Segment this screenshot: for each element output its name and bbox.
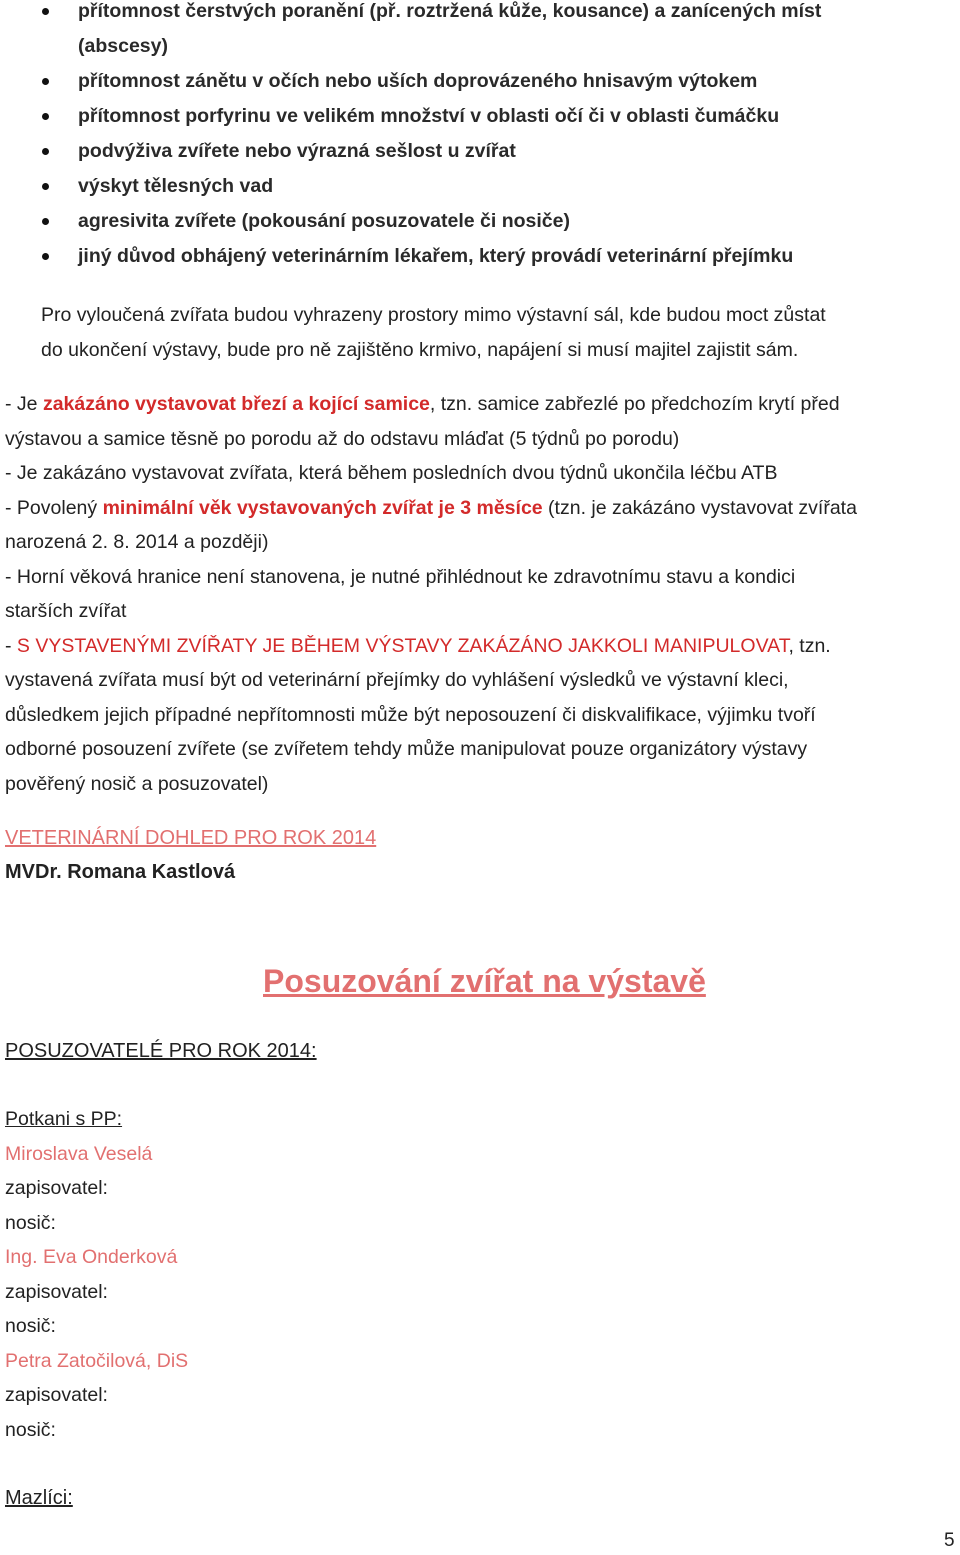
list-item: podvýživa zvířete nebo výrazná sešlost u zvířat bbox=[0, 134, 821, 169]
judges-list: Potkani s PP: Miroslava Veselá zapisovatel: nosič: Ing. Eva Onderková zapisovatel: nosič: Petra Zatočilová, DiS zapisovatel: nosič: bbox=[5, 1102, 960, 1447]
list-item-continuation: (abscesy) bbox=[78, 35, 168, 57]
exclusion-reasons-list bbox=[0, 0, 821, 274]
bullet-icon bbox=[42, 253, 49, 260]
vet-name: MVDr. Romana Kastlová bbox=[5, 861, 236, 883]
list-item: agresivita zvířete (pokousání posuzovatele či nosiče) bbox=[0, 204, 821, 239]
page-number: 5 bbox=[944, 1530, 955, 1551]
judge-name: Miroslava Veselá bbox=[5, 1142, 153, 1165]
bullet-icon bbox=[42, 218, 49, 225]
rule-max-age: - Horní věková hranice není stanovena, je nutné přihlédnout ke zdravotnímu stavu a kondici bbox=[5, 565, 796, 588]
list-item: přítomnost čerstvých poranění (př. roztržená kůže, kousance) a zanícených míst bbox=[0, 0, 821, 29]
judge-name: Petra Zatočilová, DiS bbox=[5, 1349, 189, 1372]
list-item: přítomnost porfyrinu ve velikém množství v oblasti očí či v oblasti čumáčku bbox=[0, 99, 821, 134]
judge-name: Ing. Eva Onderková bbox=[5, 1246, 178, 1268]
vet-heading: VETERINÁRNÍ DOHLED PRO ROK 2014 bbox=[5, 827, 377, 849]
bullet-icon bbox=[42, 183, 49, 190]
mazlici-label: Mazlíci: bbox=[5, 1487, 73, 1509]
rule-no-handling: - S VYSTAVENÝMI ZVÍŘATY JE BĚHEM VÝSTAVY ZAKÁZÁNO JAKKOLI MANIPULOVAT, tzn. bbox=[5, 634, 831, 657]
judges-heading: POSUZOVATELÉ PRO ROK 2014: bbox=[5, 1040, 317, 1062]
bullet-icon bbox=[42, 8, 49, 15]
excluded-animals-paragraph: Pro vyloučená zvířata budou vyhrazeny prostory mimo výstavní sál, kde budou moct zůstat do ukončení výstavy, bude pro ně zajištěno krmivo, napájení si musí majitel zajistit sám. bbox=[41, 304, 826, 361]
section-title: Posuzování zvířat na výstavě bbox=[263, 963, 706, 999]
rule-min-age: - Povolený minimální věk vystavovaných zvířat je 3 měsíce (tzn. je zakázáno vystavovat zvířata bbox=[5, 496, 857, 519]
list-item: jiný důvod obhájený veterinárním lékařem, který provádí veterinární přejímku bbox=[0, 239, 821, 274]
bullet-icon bbox=[42, 113, 49, 120]
list-item: výskyt tělesných vad bbox=[0, 169, 821, 204]
bullet-icon bbox=[42, 148, 49, 155]
rule-atb: - Je zakázáno vystavovat zvířata, která během posledních dvou týdnů ukončila léčbu ATB bbox=[5, 462, 778, 484]
bullet-icon bbox=[42, 78, 49, 85]
rule-pregnant: - Je zakázáno vystavovat březí a kojící samice, tzn. samice zabřezlé po předchozím krytí před bbox=[5, 393, 840, 415]
list-item: přítomnost zánětu v očích nebo uších doprovázeného hnisavým výtokem bbox=[0, 64, 821, 99]
group-label: Potkani s PP: bbox=[5, 1108, 123, 1130]
rules-block: - Je zakázáno vystavovat březí a kojící samice, tzn. samice zabřezlé po předchozím krytí před výstavou a samice těsně po porodu až do odstavu mláďat (5 týdnů po porodu) - Je zakázáno vystavovat zvířata, která během posledních dvou týdnů ukončila léčbu ATB - Povolený minimální věk vystavovaných zvířat je 3 měsíce (tzn. je zakázáno vystavovat zvířata narozená 2. 8. 2014 a později) - Horní věková hranice není stanovena, je nutné přihlédnout ke zdravotnímu stavu a kondici starších zvířat - S VYSTAVENÝMI ZVÍŘATY JE BĚHEM VÝSTAVY ZAKÁZÁNO JAKKOLI MANIPULOVAT, tzn. vystavená zvířata musí být od veterinární přejímky do vyhlášení výsledků ve výstavní kleci, důsledkem jejich případné nepřítomnosti může být neposouzení či diskvalifikace, výjimku tvoří odborné posouzení zvířete (se zvířetem tehdy může manipulovat pouze organizátory výstavy pověřený nosič a posuzovatel) bbox=[5, 387, 960, 801]
